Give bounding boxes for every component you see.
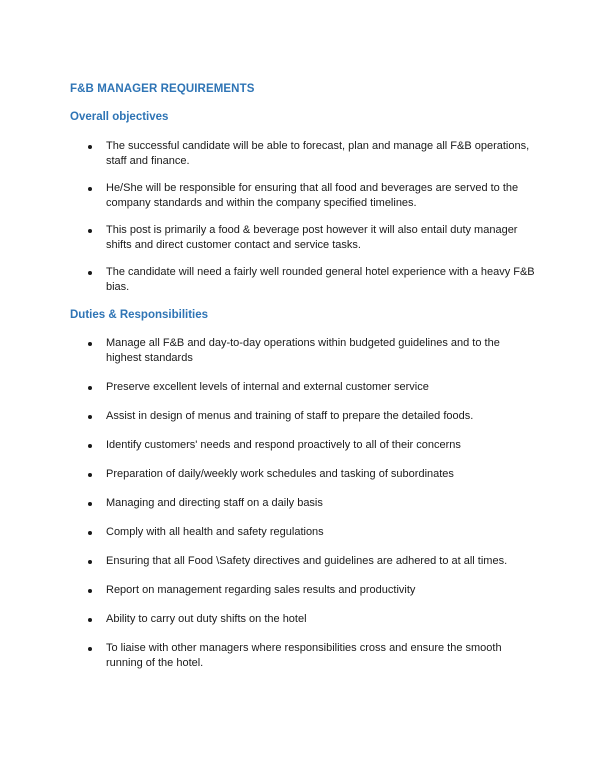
duty-item: Managing and directing staff on a daily basis [88, 496, 538, 511]
document-title: F&B MANAGER REQUIREMENTS [70, 83, 255, 95]
duty-item: Assist in design of menus and training of staff to prepare the detailed foods. [88, 409, 538, 424]
duty-item: Preparation of daily/weekly work schedules and tasking of subordinates [88, 467, 538, 482]
duty-item: Report on management regarding sales results and productivity [88, 583, 538, 598]
duty-item: Ability to carry out duty shifts on the hotel [88, 612, 538, 627]
duty-item: Manage all F&B and day-to-day operations within budgeted guidelines and to the highest standards [88, 336, 538, 366]
objectives-list [88, 139, 538, 307]
section-heading-overall-objectives: Overall objectives [70, 111, 169, 123]
duty-item: Comply with all health and safety regulations [88, 525, 538, 540]
duty-item: Preserve excellent levels of internal and external customer service [88, 380, 538, 395]
objective-item: He/She will be responsible for ensuring that all food and beverages are served to the company standards and within the company specified timelines. [88, 181, 538, 211]
duties-list [88, 336, 538, 685]
section-heading-duties-responsibilities: Duties & Responsibilities [70, 309, 209, 321]
objective-item: This post is primarily a food & beverage post however it will also entail duty manager shifts and direct customer contact and service tasks. [88, 223, 538, 253]
objective-item: The candidate will need a fairly well rounded general hotel experience with a heavy F&B bias. [88, 265, 538, 295]
duty-item: Ensuring that all Food \Safety directives and guidelines are adhered to at all times. [88, 554, 538, 569]
objective-item: The successful candidate will be able to forecast, plan and manage all F&B operations, staff and finance. [88, 139, 538, 169]
duty-item: Identify customers' needs and respond proactively to all of their concerns [88, 438, 538, 453]
duty-item: To liaise with other managers where responsibilities cross and ensure the smooth running of the hotel. [88, 641, 538, 671]
